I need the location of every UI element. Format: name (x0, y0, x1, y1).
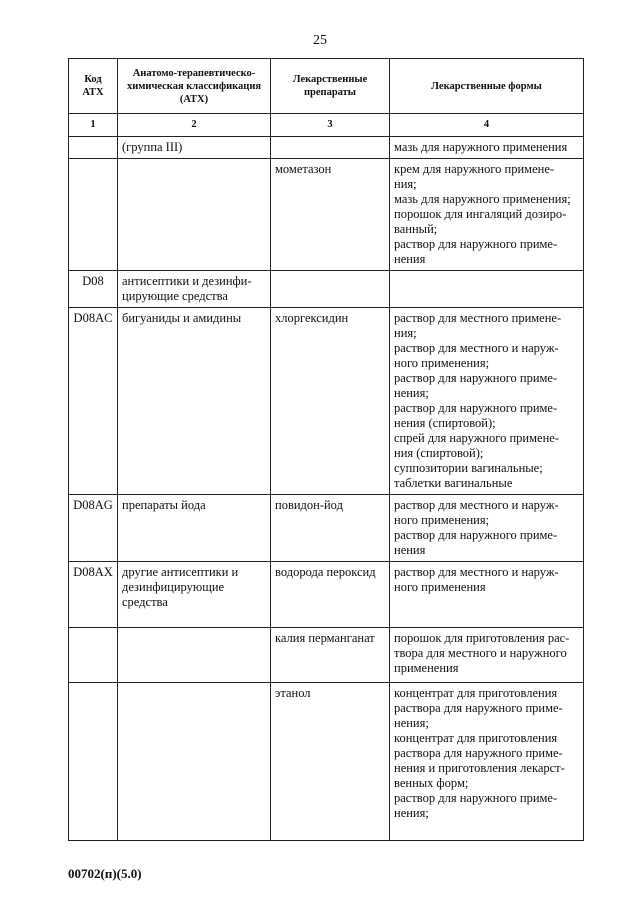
footer-code: 00702(п)(5.0) (68, 866, 142, 881)
dosage-forms-cell-line: мазь для наружного применения; (394, 192, 571, 206)
drug-cell-line: мометазон (275, 162, 332, 176)
atx-code-cell: D08AC (69, 308, 118, 495)
dosage-forms-cell-line: нения (394, 252, 426, 266)
dosage-forms-cell-line: спрей для наружного примене- (394, 431, 559, 445)
classification-cell (118, 562, 271, 628)
classification-cell (118, 159, 271, 271)
dosage-forms-cell (390, 495, 584, 562)
dosage-forms-cell-line: венных форм; (394, 776, 469, 790)
table-row (69, 495, 584, 562)
dosage-forms-cell-line: раствор для наружного приме- (394, 237, 558, 251)
dosage-forms-cell-line: нения и приготовления лекарст- (394, 761, 565, 775)
atx-code-cell (69, 159, 118, 271)
classification-cell-line: препараты йода (122, 498, 206, 512)
dosage-forms-cell (390, 562, 584, 628)
dosage-forms-cell-line: ния; (394, 177, 417, 191)
dosage-forms-cell (390, 683, 584, 841)
column-number: 1 (69, 114, 118, 137)
drug-cell (271, 495, 390, 562)
drug-cell-line: водорода пероксид (275, 565, 376, 579)
classification-cell-line: антисептики и дезинфи- (122, 274, 252, 288)
dosage-forms-cell-line: раствор для местного и наруж- (394, 341, 559, 355)
dosage-forms-cell (390, 308, 584, 495)
dosage-forms-cell-line: раствор для местного и наруж- (394, 565, 559, 579)
drug-cell (271, 628, 390, 683)
classification-cell (118, 683, 271, 841)
dosage-forms-cell-line: раствор для местного и наруж- (394, 498, 559, 512)
atx-table (68, 58, 584, 841)
page-number: 25 (313, 33, 327, 48)
drug-cell-line: хлоргексидин (275, 311, 349, 325)
dosage-forms-cell-line: раствора для наружного приме- (394, 746, 563, 760)
table-row (69, 562, 584, 628)
column-number: 4 (390, 114, 584, 137)
classification-cell-line: (группа III) (122, 140, 183, 154)
atx-code-cell (69, 683, 118, 841)
dosage-forms-cell-line: раствор для наружного приме- (394, 791, 558, 805)
dosage-forms-cell (390, 137, 584, 159)
dosage-forms-cell (390, 159, 584, 271)
dosage-forms-cell-line: ния; (394, 326, 417, 340)
dosage-forms-cell-line: твора для местного и наружного (394, 646, 567, 660)
header-classification: Анатомо-терапевтическо-химическая классификация (АТХ) (118, 59, 271, 114)
table-row (69, 308, 584, 495)
classification-cell-line: средства (122, 595, 168, 609)
dosage-forms-cell-line: ванный; (394, 222, 438, 236)
dosage-forms-cell-line: концентрат для приготовления (394, 686, 558, 700)
atx-code-cell: D08AX (69, 562, 118, 628)
classification-cell-line: цирующие средства (122, 289, 228, 303)
atx-code-cell: D08AG (69, 495, 118, 562)
drug-cell-line: этанол (275, 686, 311, 700)
drug-cell (271, 308, 390, 495)
table-row (69, 628, 584, 683)
classification-cell (118, 308, 271, 495)
drug-cell (271, 137, 390, 159)
classification-cell-line: другие антисептики и (122, 565, 239, 579)
drug-cell (271, 271, 390, 308)
dosage-forms-cell (390, 628, 584, 683)
dosage-forms-cell-line: ного применения; (394, 356, 490, 370)
table-row (69, 271, 584, 308)
table-header-row (69, 59, 584, 114)
dosage-forms-cell-line: ного применения (394, 580, 486, 594)
drug-cell-line: калия перманганат (275, 631, 375, 645)
header-forms: Лекарственные формы (390, 59, 584, 114)
classification-cell-line: дезинфицирующие (122, 580, 225, 594)
header-drugs: Лекарственные препараты (271, 59, 390, 114)
dosage-forms-cell-line: крем для наружного примене- (394, 162, 555, 176)
header-code: Код АТХ (69, 59, 118, 114)
classification-cell (118, 495, 271, 562)
table-row (69, 683, 584, 841)
dosage-forms-cell-line: порошок для ингаляций дозиро- (394, 207, 567, 221)
dosage-forms-cell-line: раствор для наружного приме- (394, 528, 558, 542)
classification-cell (118, 137, 271, 159)
dosage-forms-cell-line: мазь для наружного применения (394, 140, 568, 154)
table-row (69, 159, 584, 271)
dosage-forms-cell-line: нения; (394, 716, 429, 730)
column-number: 2 (118, 114, 271, 137)
atx-code-cell (69, 628, 118, 683)
drug-cell (271, 159, 390, 271)
dosage-forms-cell-line: нения (394, 543, 426, 557)
drug-cell-line: повидон-йод (275, 498, 343, 512)
dosage-forms-cell-line: концентрат для приготовления (394, 731, 558, 745)
classification-cell-line: бигуаниды и амидины (122, 311, 242, 325)
dosage-forms-cell-line: раствор для наружного приме- (394, 371, 558, 385)
drug-cell (271, 683, 390, 841)
atx-code-cell (69, 137, 118, 159)
column-number: 3 (271, 114, 390, 137)
classification-cell (118, 271, 271, 308)
column-number-row (69, 114, 584, 137)
dosage-forms-cell-line: таблетки вагинальные (394, 476, 513, 490)
table-body (69, 137, 584, 841)
dosage-forms-cell-line: нения (спиртовой); (394, 416, 496, 430)
dosage-forms-cell-line: суппозитории вагинальные; (394, 461, 543, 475)
dosage-forms-cell-line: ного применения; (394, 513, 490, 527)
table-row (69, 137, 584, 159)
drug-cell (271, 562, 390, 628)
dosage-forms-cell-line: порошок для приготовления рас- (394, 631, 570, 645)
dosage-forms-cell-line: раствора для наружного приме- (394, 701, 563, 715)
dosage-forms-cell (390, 271, 584, 308)
dosage-forms-cell-line: ния (спиртовой); (394, 446, 484, 460)
dosage-forms-cell-line: раствор для наружного приме- (394, 401, 558, 415)
dosage-forms-cell-line: нения; (394, 806, 429, 820)
dosage-forms-cell-line: применения (394, 661, 459, 675)
dosage-forms-cell-line: нения; (394, 386, 429, 400)
atx-code-cell: D08 (69, 271, 118, 308)
classification-cell (118, 628, 271, 683)
dosage-forms-cell-line: раствор для местного примене- (394, 311, 562, 325)
